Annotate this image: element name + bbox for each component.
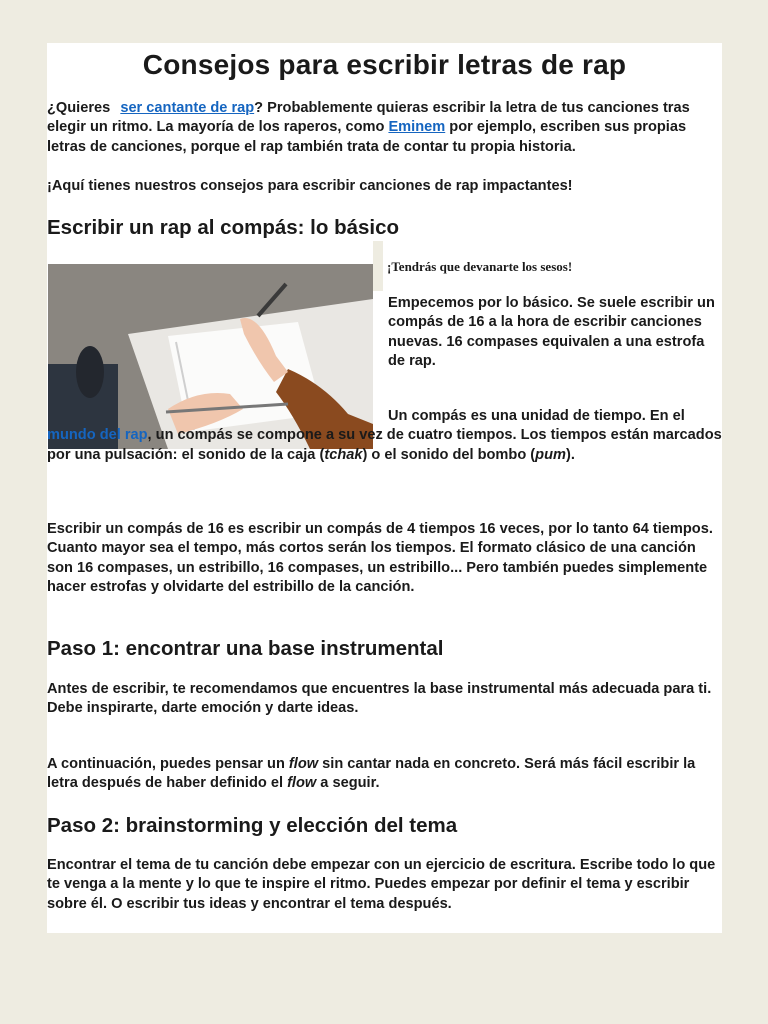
basics-paragraph-1: Empecemos por lo básico. Se suele escribir un compás de 16 a la hora de escribir canciones nuevas. 16 compases equivalen a una estrofa de rap. (388, 295, 715, 369)
heading-step-1: Paso 1: encontrar una base instrumental (47, 637, 444, 660)
intro-tips-line: ¡Aquí tienes nuestros consejos para escribir canciones de rap impactantes! (47, 178, 573, 194)
step1-paragraph-1: Antes de escribir, te recomendamos que encuentres la base instrumental más adecuada para ti. Debe inspirarte, darte emoción y darte ideas. (47, 681, 712, 717)
singer-link[interactable]: ser cantante de rap (120, 100, 255, 116)
step2-paragraph-1: Encontrar el tema de tu canción debe empezar con un ejercicio de escritura. Escribe todo lo que te venga a la mente y lo que te inspire el ritmo. Puedes empezar por definir el tema y escribir sobre él. O escribir tus ideas y encontrar el tema después. (47, 857, 716, 912)
page-title: Consejos para escribir letras de rap (142, 49, 627, 80)
background-gap (373, 241, 383, 291)
step1-paragraph-2: A continuación, puedes pensar un flow sin cantar nada en concreto. Será más fácil escribir la letra después de haber definido el flow a seguir. (47, 756, 696, 792)
document-page (47, 43, 722, 933)
image-caption: ¡Tendrás que devanarte los sesos! (387, 259, 573, 274)
heading-basics: Escribir un rap al compás: lo básico (47, 216, 400, 239)
basics-paragraph-2: Un compás es una unidad de tiempo. En el mundo del rap, un compás se compone a su vez de cuatro tiempos. Los tiempos están marcados por una pulsación: el sonido de la caja (tchak) o el sonido del bombo (pum). (47, 408, 722, 463)
intro-paragraph: ¿Quieres ser cantante de rap? Probablemente quieras escribir la letra de tus canciones tras elegir un ritmo. La mayoría de los raperos, como Eminem por ejemplo, escriben sus propias letras de canciones, porque el rap también trata de contar tu propia historia. (47, 100, 690, 155)
heading-step-2: Paso 2: brainstorming y elección del tema (47, 814, 458, 837)
eminem-link[interactable]: Eminem (388, 119, 446, 136)
basics-paragraph-3: Escribir un compás de 16 es escribir un compás de 4 tiempos 16 veces, por lo tanto 64 tiempos. Cuanto mayor sea el tempo, más cortos serán los tiempos. El formato clásico de una canción son 16 compases, un estribillo, 16 compases, un estribillo... Pero también puedes simplemente hacer estrofas y olvidarte del estribillo de la canción. (47, 521, 713, 595)
rap-world-link[interactable]: mundo del rap (47, 427, 148, 444)
